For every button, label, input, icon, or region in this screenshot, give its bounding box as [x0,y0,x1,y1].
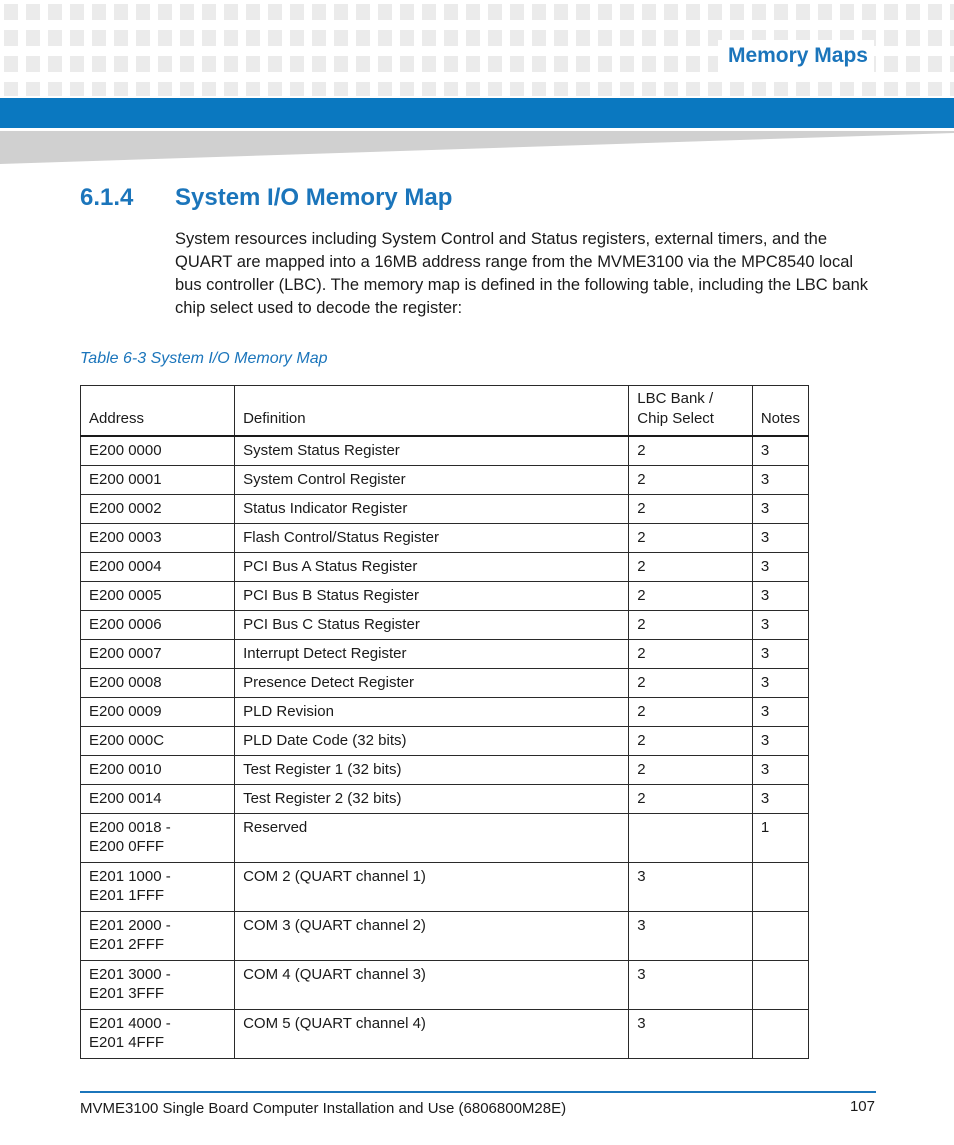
table-row [81,494,809,523]
address-start: E200 0002 [89,499,162,517]
cell-address [81,1009,235,1058]
section-title: System I/O Memory Map [175,184,453,211]
header-lbc-chip-select [629,386,753,437]
cell-definition: Reserved [235,813,629,862]
header-notes: Notes [752,386,808,437]
address-end: E201 2FFF [89,935,165,953]
cell-lbc-chip-select: 2 [629,610,753,639]
address-start: E200 0009 [89,702,162,720]
cell-definition: Interrupt Detect Register [235,639,629,668]
cell-address [81,523,235,552]
address-start: E200 0010 [89,760,162,778]
table-caption: Table 6-3 System I/O Memory Map [80,350,328,367]
cell-lbc-chip-select: 2 [629,581,753,610]
cell-definition: PCI Bus C Status Register [235,610,629,639]
cell-lbc-chip-select: 2 [629,436,753,465]
table-body [81,436,809,1058]
cell-definition: Test Register 1 (32 bits) [235,755,629,784]
address-end: E200 0FFF [89,837,165,855]
section-body-paragraph: System resources including System Control and Status registers, external timers, and the QUART are mapped into a 16MB address range from the MVME3100 via the MPC8540 local bus controller (LBC). The memory map is defined in the following table, including the LBC bank chip select used to decode the register: [175,230,869,317]
cell-definition: Flash Control/Status Register [235,523,629,552]
cell-notes: 3 [752,639,808,668]
cell-address [81,862,235,911]
address-start: E201 1000 - [89,867,171,885]
cell-definition: PCI Bus B Status Register [235,581,629,610]
cell-address [81,610,235,639]
cell-notes: 3 [752,552,808,581]
cell-address [81,755,235,784]
header-address: Address [81,386,235,437]
cell-lbc-chip-select: 2 [629,755,753,784]
address-start: E200 0008 [89,673,162,691]
cell-lbc-chip-select: 3 [629,911,753,960]
address-start: E200 000C [89,731,165,749]
header-gray-wedge [0,131,954,164]
address-start: E200 0001 [89,470,162,488]
cell-address [81,465,235,494]
table-row [81,668,809,697]
address-start: E201 3000 - [89,965,171,983]
section-heading [80,180,452,216]
cell-lbc-chip-select: 2 [629,552,753,581]
table-row [81,436,809,465]
cell-address [81,552,235,581]
cell-definition: Test Register 2 (32 bits) [235,784,629,813]
cell-notes: 3 [752,494,808,523]
table-row [81,581,809,610]
cell-notes [752,1009,808,1058]
address-start: E200 0000 [89,442,162,459]
cell-definition: Status Indicator Register [235,494,629,523]
cell-notes [752,862,808,911]
table-row [81,960,809,1009]
address-start: E200 0018 - [89,818,171,836]
table-row [81,523,809,552]
table-row [81,1009,809,1058]
address-start: E201 2000 - [89,916,171,934]
cell-lbc-chip-select: 2 [629,465,753,494]
cell-address [81,494,235,523]
cell-definition: System Status Register [235,436,629,465]
address-end: E201 1FFF [89,886,165,904]
cell-notes: 3 [752,581,808,610]
address-end: E201 3FFF [89,984,165,1002]
cell-definition: COM 5 (QUART channel 4) [235,1009,629,1058]
table-row [81,911,809,960]
address-start: E200 0014 [89,789,162,807]
address-end: E201 4FFF [89,1033,165,1051]
running-header-title: Memory Maps [718,40,874,72]
cell-address [81,639,235,668]
cell-notes [752,960,808,1009]
header-definition: Definition [235,386,629,437]
cell-lbc-chip-select: 3 [629,960,753,1009]
footer-rule [80,1091,876,1093]
table-row [81,784,809,813]
cell-notes: 3 [752,726,808,755]
table-row [81,697,809,726]
table-row [81,610,809,639]
cell-lbc-chip-select: 2 [629,726,753,755]
cell-address [81,726,235,755]
cell-address [81,784,235,813]
address-start: E200 0006 [89,615,162,633]
footer-document-title: MVME3100 Single Board Computer Installation and Use (6806800M28E) [80,1100,567,1117]
cell-lbc-chip-select: 3 [629,862,753,911]
cell-notes: 3 [752,784,808,813]
cell-notes: 3 [752,610,808,639]
header-blue-bar [0,98,954,128]
address-start: E200 0007 [89,644,162,662]
cell-notes: 3 [752,465,808,494]
memory-map-table [80,385,809,1059]
table-row [81,862,809,911]
address-start: E200 0004 [89,557,162,575]
cell-notes: 3 [752,668,808,697]
cell-lbc-chip-select: 2 [629,494,753,523]
cell-address [81,436,235,465]
cell-notes: 3 [752,523,808,552]
cell-lbc-chip-select: 2 [629,523,753,552]
cell-address [81,813,235,862]
cell-lbc-chip-select: 3 [629,1009,753,1058]
table-row [81,755,809,784]
cell-lbc-chip-select: 2 [629,784,753,813]
section-number: 6.1.4 [80,184,134,211]
cell-notes: 3 [752,436,808,465]
table-header-row [81,386,809,437]
cell-definition: System Control Register [235,465,629,494]
page-number: 107 [849,1098,875,1115]
cell-notes: 3 [752,755,808,784]
cell-definition: PLD Date Code (32 bits) [235,726,629,755]
table-row [81,813,809,862]
cell-notes [752,911,808,960]
table-row [81,639,809,668]
cell-notes: 3 [752,697,808,726]
cell-address [81,668,235,697]
cell-definition: COM 2 (QUART channel 1) [235,862,629,911]
cell-address [81,911,235,960]
header-lbc-line1: LBC Bank / [637,390,714,407]
cell-definition: PCI Bus A Status Register [235,552,629,581]
address-start: E200 0005 [89,586,162,604]
cell-definition: COM 3 (QUART channel 2) [235,911,629,960]
table-row [81,726,809,755]
cell-lbc-chip-select: 2 [629,639,753,668]
cell-address [81,960,235,1009]
cell-lbc-chip-select [629,813,753,862]
cell-lbc-chip-select: 2 [629,668,753,697]
table-row [81,552,809,581]
address-start: E200 0003 [89,528,162,546]
cell-notes: 1 [752,813,808,862]
cell-address [81,697,235,726]
table-row [81,465,809,494]
cell-definition: Presence Detect Register [235,668,629,697]
cell-address [81,581,235,610]
address-start: E201 4000 - [89,1014,171,1032]
cell-definition: COM 4 (QUART channel 3) [235,960,629,1009]
cell-lbc-chip-select: 2 [629,697,753,726]
header-lbc-line2: Chip Select [637,410,714,427]
cell-definition: PLD Revision [235,697,629,726]
